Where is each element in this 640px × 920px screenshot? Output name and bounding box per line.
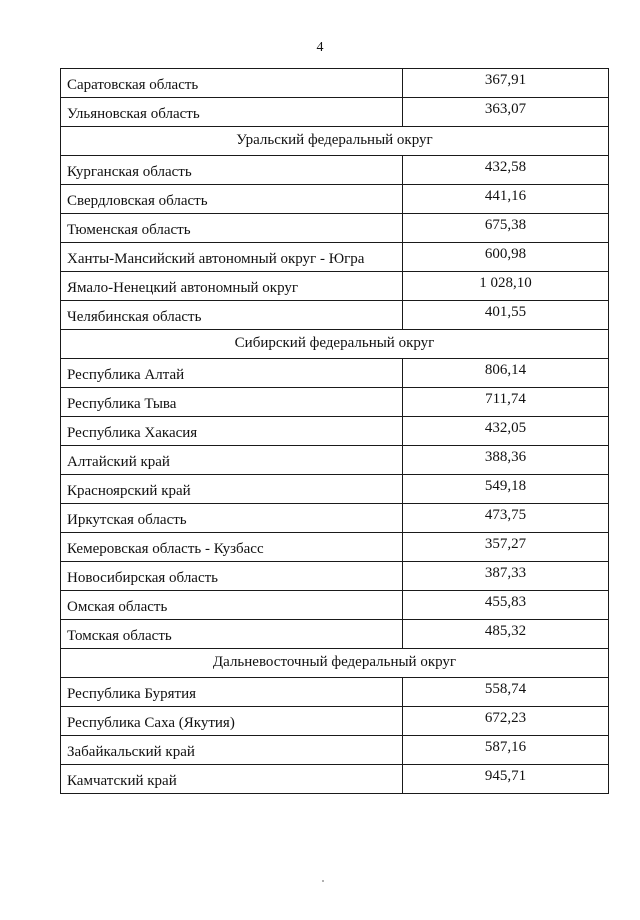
region-name-cell: Камчатский край (61, 765, 403, 794)
region-name-cell: Томская область (61, 620, 403, 649)
table-row (61, 475, 609, 504)
table-row (61, 417, 609, 446)
region-name-cell: Иркутская область (61, 504, 403, 533)
region-name-cell: Челябинская область (61, 301, 403, 330)
region-name-cell: Ульяновская область (61, 98, 403, 127)
section-header-row (61, 649, 609, 678)
region-value-cell: 387,33 (403, 562, 609, 591)
region-name-cell: Забайкальский край (61, 736, 403, 765)
region-name-cell: Красноярский край (61, 475, 403, 504)
table-row (61, 765, 609, 794)
table-row (61, 707, 609, 736)
region-value-cell: 485,32 (403, 620, 609, 649)
regions-table (60, 68, 609, 794)
region-value-cell: 455,83 (403, 591, 609, 620)
region-value-cell: 388,36 (403, 446, 609, 475)
region-value-cell: 587,16 (403, 736, 609, 765)
region-name-cell: Республика Тыва (61, 388, 403, 417)
federal-district-header: Уральский федеральный округ (61, 127, 609, 156)
table-row (61, 301, 609, 330)
region-value-cell: 675,38 (403, 214, 609, 243)
table-row (61, 504, 609, 533)
table-body (61, 69, 609, 794)
region-name-cell: Ханты-Мансийский автономный округ - Югра (61, 243, 403, 272)
table-row (61, 214, 609, 243)
region-value-cell: 363,07 (403, 98, 609, 127)
section-header-row (61, 330, 609, 359)
region-value-cell: 367,91 (403, 69, 609, 98)
region-value-cell: 401,55 (403, 301, 609, 330)
table-row (61, 388, 609, 417)
table-row (61, 736, 609, 765)
region-value-cell: 945,71 (403, 765, 609, 794)
region-name-cell: Республика Хакасия (61, 417, 403, 446)
region-name-cell: Кемеровская область - Кузбасс (61, 533, 403, 562)
region-name-cell: Новосибирская область (61, 562, 403, 591)
region-name-cell: Тюменская область (61, 214, 403, 243)
region-name-cell: Свердловская область (61, 185, 403, 214)
region-name-cell: Курганская область (61, 156, 403, 185)
table-row (61, 272, 609, 301)
region-value-cell: 549,18 (403, 475, 609, 504)
region-value-cell: 441,16 (403, 185, 609, 214)
table-row (61, 562, 609, 591)
table-row (61, 446, 609, 475)
table-row (61, 533, 609, 562)
federal-district-header: Сибирский федеральный округ (61, 330, 609, 359)
region-name-cell: Омская область (61, 591, 403, 620)
region-value-cell: 432,05 (403, 417, 609, 446)
region-value-cell: 558,74 (403, 678, 609, 707)
region-value-cell: 473,75 (403, 504, 609, 533)
table-row (61, 620, 609, 649)
region-name-cell: Республика Бурятия (61, 678, 403, 707)
region-name-cell: Ямало-Ненецкий автономный округ (61, 272, 403, 301)
table-row (61, 359, 609, 388)
region-value-cell: 432,58 (403, 156, 609, 185)
region-name-cell: Алтайский край (61, 446, 403, 475)
region-value-cell: 672,23 (403, 707, 609, 736)
table-row (61, 185, 609, 214)
federal-district-header: Дальневосточный федеральный округ (61, 649, 609, 678)
region-value-cell: 357,27 (403, 533, 609, 562)
table-row (61, 69, 609, 98)
table-row (61, 243, 609, 272)
table-row (61, 156, 609, 185)
region-name-cell: Саратовская область (61, 69, 403, 98)
region-value-cell: 600,98 (403, 243, 609, 272)
table-row (61, 678, 609, 707)
region-value-cell: 711,74 (403, 388, 609, 417)
region-name-cell: Республика Алтай (61, 359, 403, 388)
region-value-cell: 806,14 (403, 359, 609, 388)
scan-speck (322, 880, 324, 882)
table-row (61, 98, 609, 127)
region-value-cell: 1 028,10 (403, 272, 609, 301)
section-header-row (61, 127, 609, 156)
page-number: 4 (316, 40, 324, 55)
region-name-cell: Республика Саха (Якутия) (61, 707, 403, 736)
table-row (61, 591, 609, 620)
